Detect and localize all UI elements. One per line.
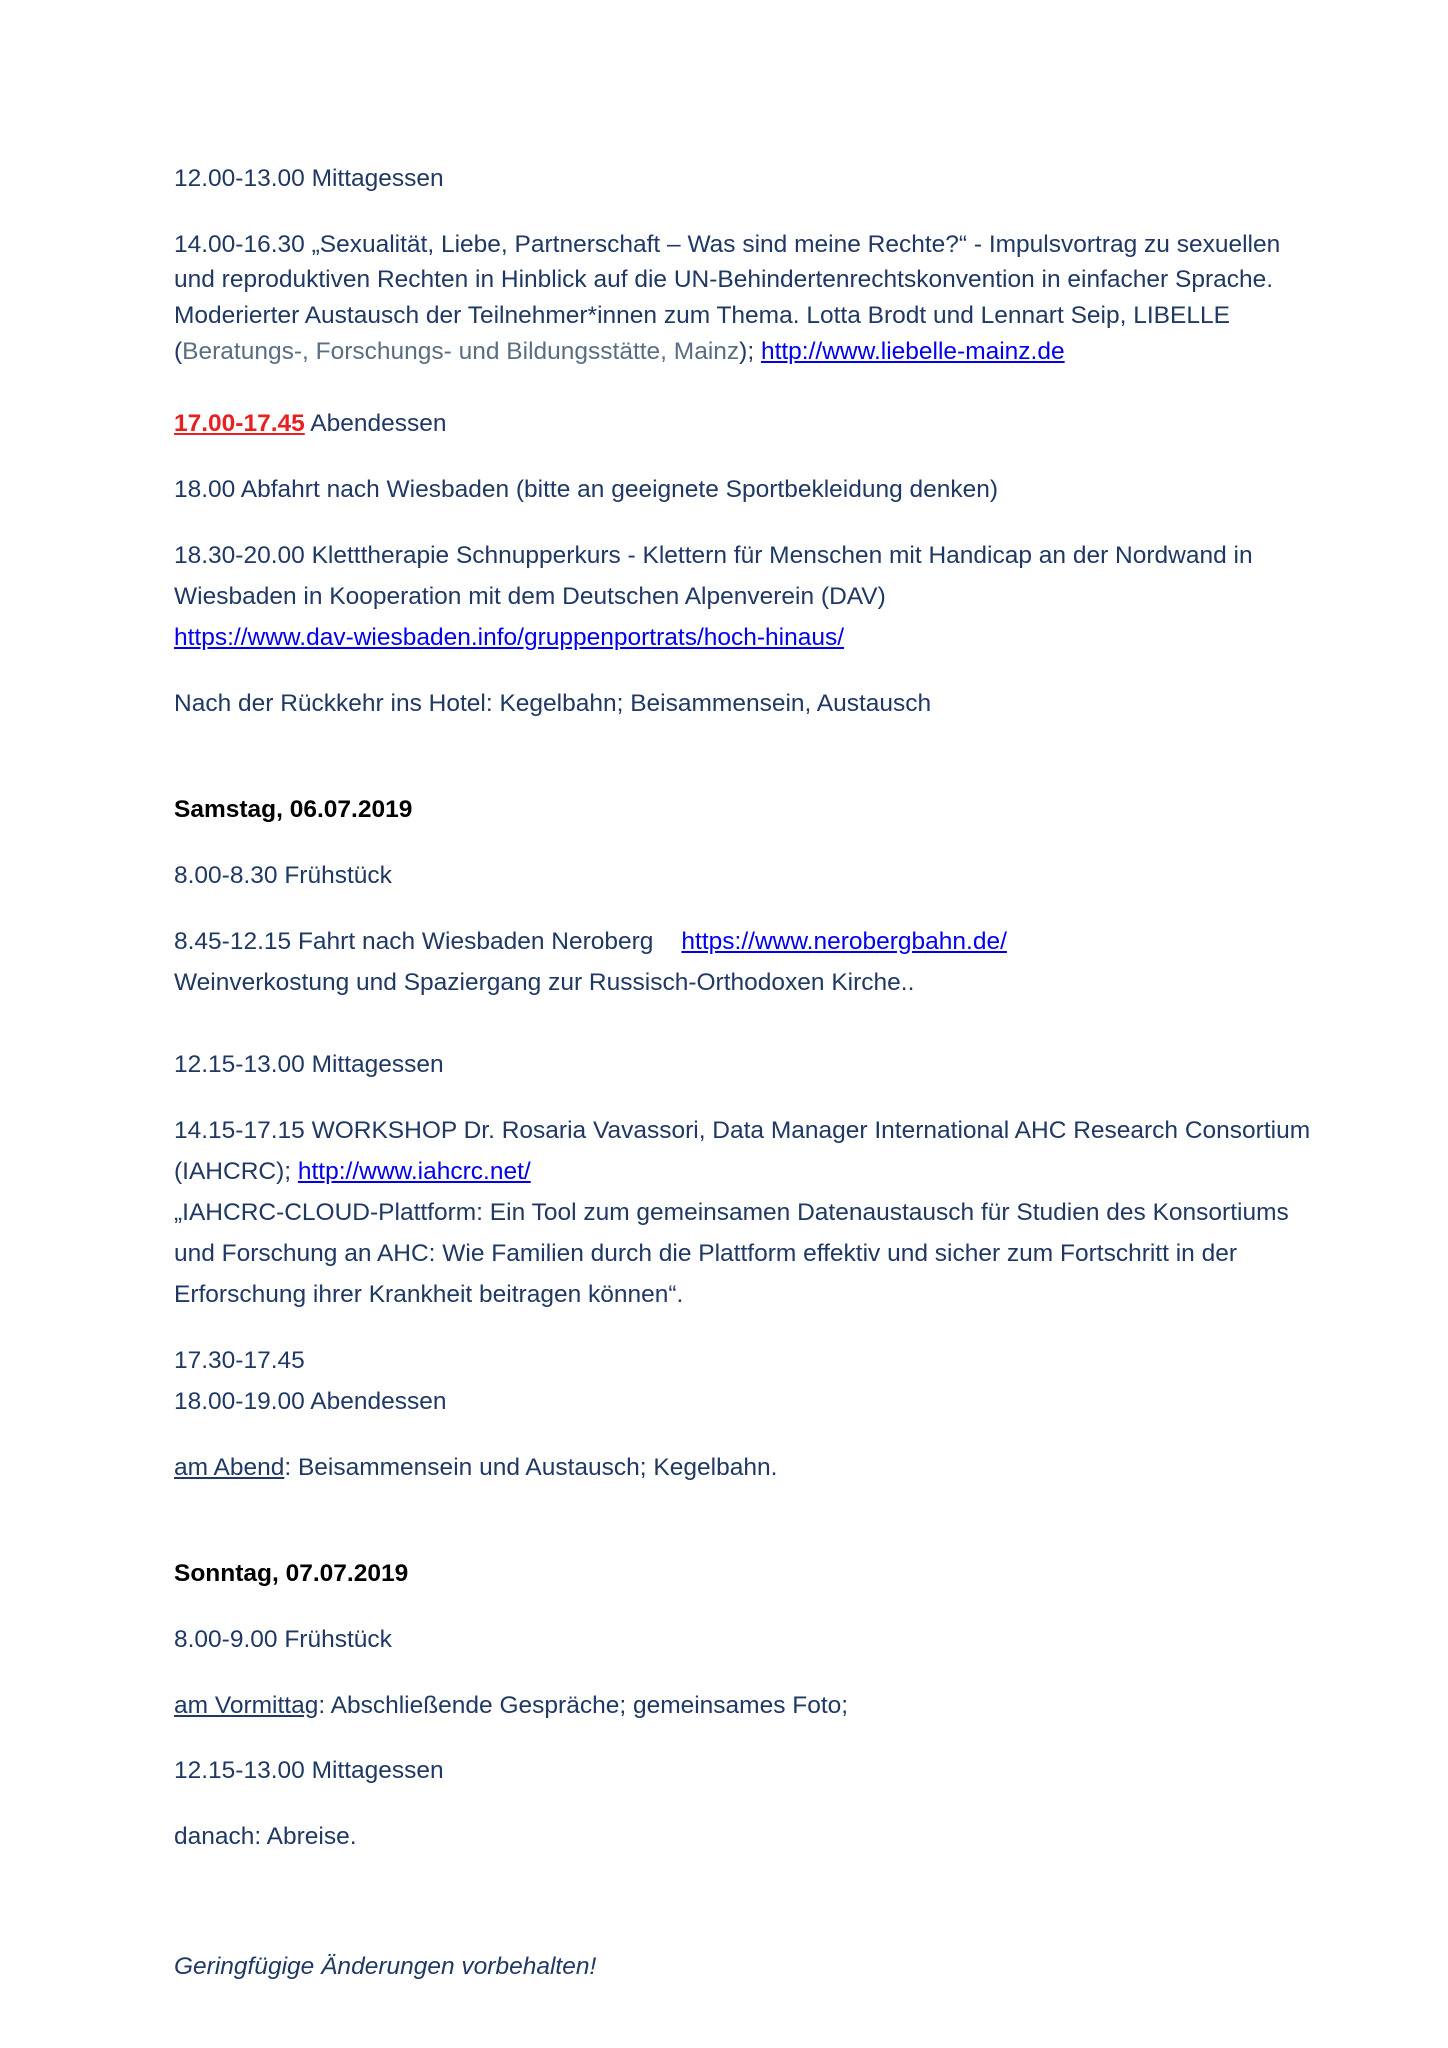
sat-evening-text: : Beisammensein und Austausch; Kegelbahn. [284,1454,778,1481]
fri-departure: 18.00 Abfahrt nach Wiesbaden (bitte an geeignete Sportbekleidung denken) [174,476,999,503]
sat-breakfast: 8.00-8.30 Frühstück [174,862,392,889]
sat-dinner: 18.00-19.00 Abendessen [174,1388,447,1415]
sat-workshop-line-2 [174,1160,531,1185]
sat-lunch: 12.15-13.00 Mittagessen [174,1051,444,1078]
dav-link-text[interactable]: https://www.dav-wiesbaden.info/gruppenportrats/hoch-hinaus/ [174,624,845,651]
neroberg-link[interactable]: https://www.nerobergbahn.de/ [681,928,1007,955]
dav-link [174,626,844,651]
iahcrc-label: (IAHCRC); [174,1158,298,1185]
iahcrc-link[interactable]: http://www.iahcrc.net/ [297,1158,531,1185]
sun-morning [174,1694,848,1719]
fri-dinner-time: 17.00-17.45 [174,410,305,437]
sun-breakfast: 8.00-9.00 Frühstück [174,1626,392,1653]
fri-talk-line-1: 14.00-16.30 „Sexualität, Liebe, Partnerschaft – Was sind meine Rechte?“ - Impulsvortrag zu sexuellen [174,231,1281,258]
fri-dinner-label: Abendessen [304,410,447,437]
sat-evening [174,1456,777,1481]
sat-workshop-line-5: Erforschung ihrer Krankheit beitragen können“. [174,1281,684,1308]
sun-morning-label: am Vormittag [174,1692,319,1719]
sat-slot: 17.30-17.45 [174,1347,305,1374]
fri-talk-line-2: und reproduktiven Rechten in Hinblick auf die UN-Behindertenrechtskonvention in einfacher Sprache. [174,266,1274,293]
fri-talk-line-3: Moderierter Austausch der Teilnehmer*innen zum Thema. Lotta Brodt und Lennart Seip, LIBELLE [174,302,1230,329]
sat-trip-text: 8.45-12.15 Fahrt nach Wiesbaden Neroberg [174,928,654,955]
sun-lunch: 12.15-13.00 Mittagessen [174,1757,444,1784]
fri-dinner [174,412,446,437]
sat-workshop-line-1: 14.15-17.15 WORKSHOP Dr. Rosaria Vavassori, Data Manager International AHC Research Consortium [174,1117,1311,1144]
sat-workshop-line-3: „IAHCRC-CLOUD-Plattform: Ein Tool zum gemeinsamen Datenaustausch für Studien des Konsortiums [174,1199,1289,1226]
liebelle-link[interactable]: http://www.liebelle-mainz.de [760,338,1065,365]
fri-talk-line-4 [174,340,1065,365]
sun-departure: danach: Abreise. [174,1823,357,1850]
fri-lunch: 12.00-13.00 Mittagessen [174,165,444,192]
fri-climb-line-2: Wiesbaden in Kooperation mit dem Deutschen Alpenverein (DAV) [174,583,886,610]
sunday-heading: Sonntag, 07.07.2019 [174,1560,409,1587]
sat-evening-label: am Abend [174,1454,285,1481]
sat-trip-line-2: Weinverkostung und Spaziergang zur Russisch-Orthodoxen Kirche.. [174,969,915,996]
paren-close: ); [739,338,761,365]
sat-trip-line-1 [174,930,1007,955]
fri-return: Nach der Rückkehr ins Hotel: Kegelbahn; Beisammensein, Austausch [174,690,932,717]
saturday-heading: Samstag, 06.07.2019 [174,796,413,823]
paren-open: ( [174,338,183,365]
sun-morning-text: : Abschließende Gespräche; gemeinsames Foto; [318,1692,849,1719]
footer-note: Geringfügige Änderungen vorbehalten! [174,1953,597,1980]
sat-workshop-line-4: und Forschung an AHC: Wie Familien durch die Plattform effektiv und sicher zum Fortschritt in der [174,1240,1238,1267]
libelle-description: Beratungs-, Forschungs- und Bildungsstätte, Mainz [182,338,740,365]
fri-climb-line-1: 18.30-20.00 Kletttherapie Schnupperkurs - Klettern für Menschen mit Handicap an der Nordwand in [174,542,1253,569]
